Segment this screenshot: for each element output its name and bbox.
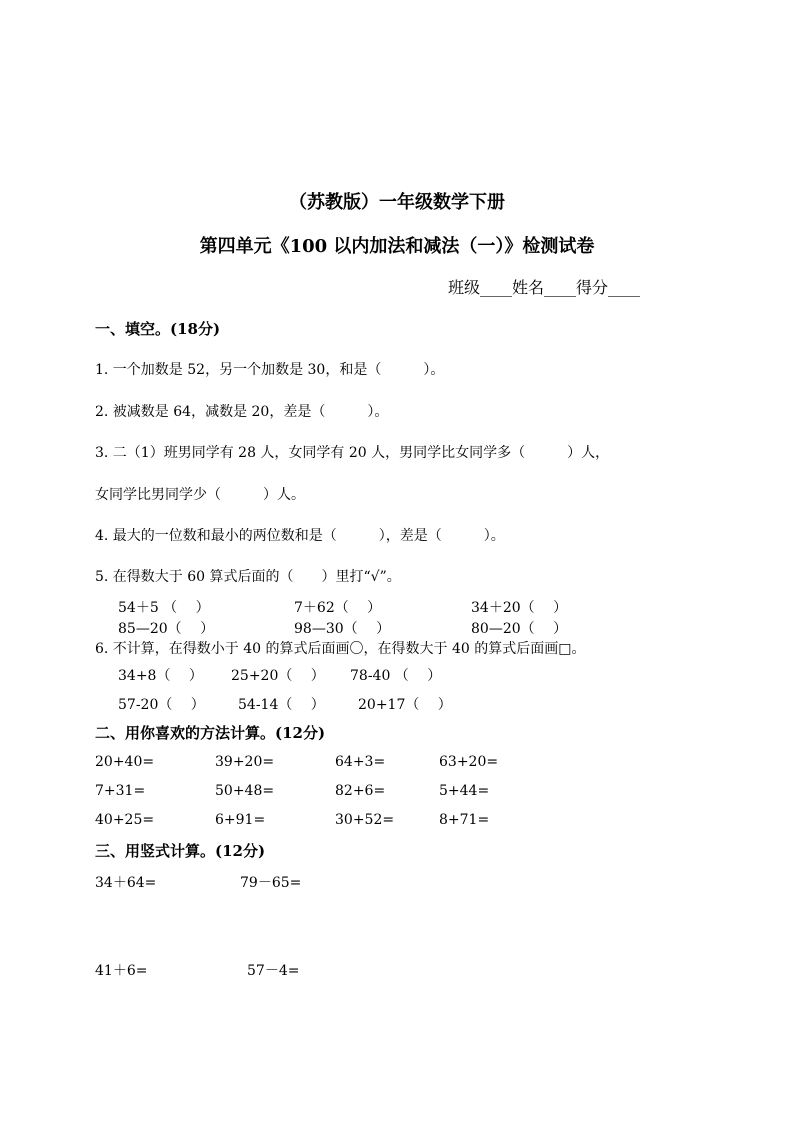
q6-item: 78-40 （ ） <box>350 668 442 684</box>
calc-item: 50+48= <box>215 783 275 799</box>
question-3-line-2: 女同学比男同学少（ ）人。 <box>95 487 305 503</box>
q6-item: 25+20（ ） <box>231 668 325 684</box>
calc-item: 6+91= <box>215 812 266 828</box>
section-1-heading: 一、填空。(18分) <box>95 320 221 338</box>
section-2-heading: 二、用你喜欢的方法计算。(12分) <box>95 724 326 742</box>
vertical-calc-item: 79－65= <box>240 875 302 891</box>
q6-item: 20+17（ ） <box>358 697 452 713</box>
q6-item: 54-14（ ） <box>238 697 325 713</box>
calc-item: 40+25= <box>95 812 155 828</box>
q5-item: 34＋20（ ） <box>471 600 568 616</box>
vertical-calc-item: 34＋64= <box>95 875 157 891</box>
question-6: 6. 不计算，在得数小于 40 的算式后面画〇，在得数大于 40 的算式后面画□。 <box>95 641 586 657</box>
vertical-calc-item: 57－4= <box>247 963 300 979</box>
question-5: 5. 在得数大于 60 算式后面的（ ）里打“√”。 <box>95 569 401 585</box>
calc-item: 82+6= <box>335 783 386 799</box>
q5-item: 7＋62（ ） <box>294 600 382 616</box>
question-3-line-1: 3. 二（1）班男同学有 28 人，女同学有 20 人，男同学比女同学多（ ）人， <box>95 445 610 461</box>
calc-item: 39+20= <box>215 754 275 770</box>
vertical-calc-item: 41＋6= <box>95 963 148 979</box>
calc-item: 63+20= <box>439 754 499 770</box>
calc-item: 20+40= <box>95 754 155 770</box>
calc-item: 7+31= <box>95 783 146 799</box>
q5-item: 85—20（ ） <box>118 621 215 637</box>
title-line-1: （苏教版）一年级数学下册 <box>289 192 505 213</box>
calc-item: 5+44= <box>439 783 490 799</box>
calc-item: 8+71= <box>439 812 490 828</box>
question-2: 2. 被减数是 64，减数是 20，差是（ ）。 <box>95 404 389 420</box>
student-info-line: 班级____姓名____得分____ <box>448 278 641 297</box>
calc-item: 30+52= <box>335 812 395 828</box>
question-1: 1. 一个加数是 52，另一个加数是 30，和是（ ）。 <box>95 362 445 378</box>
q6-item: 57-20（ ） <box>118 697 205 713</box>
q5-item: 98—30（ ） <box>294 621 391 637</box>
title-line-2: 第四单元《100 以内加法和减法（一）》检测试卷 <box>199 236 595 257</box>
section-3-heading: 三、用竖式计算。(12分) <box>95 842 266 860</box>
calc-item: 64+3= <box>335 754 386 770</box>
q6-item: 34+8（ ） <box>118 668 203 684</box>
q5-item: 80—20（ ） <box>471 621 568 637</box>
q5-item: 54＋5 （ ） <box>118 600 210 616</box>
question-4: 4. 最大的一位数和最小的两位数和是（ ），差是（ ）。 <box>95 528 505 544</box>
